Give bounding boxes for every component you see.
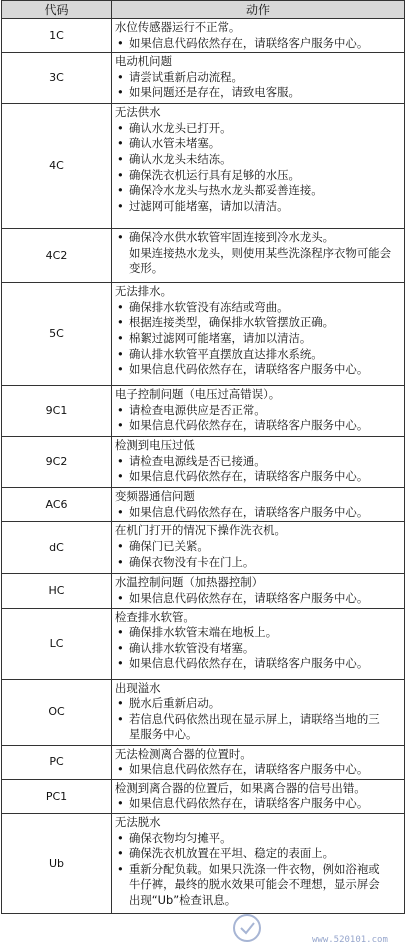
bullet-icon: • — [117, 656, 124, 671]
bullet-icon: • — [117, 469, 124, 484]
bullet-item — [115, 362, 402, 378]
table-row — [2, 779, 405, 813]
bullet-item — [115, 712, 402, 728]
bullet-item — [115, 862, 402, 878]
error-code-cell: Ub — [2, 813, 112, 913]
bullet-icon: • — [117, 315, 124, 330]
bullet-text: 如果信息代码依然存在，请联络客户服务中心。 — [129, 762, 369, 777]
error-code-table — [1, 0, 405, 914]
bullet-text: 若信息代码依然出现在显示屏上，请联络当地的三 — [129, 711, 380, 726]
action-cell — [112, 574, 405, 608]
action-cell — [112, 522, 405, 574]
bullet-icon: • — [117, 696, 124, 711]
error-code-cell: 4C — [2, 104, 112, 229]
bullet-icon: • — [117, 625, 124, 640]
bullet-text: 确保排水软管没有冻结或弯曲。 — [129, 299, 289, 314]
bullet-text: 脱水后重新启动。 — [129, 696, 221, 711]
bullet-text: 确认排水软管没有堵塞。 — [129, 640, 255, 655]
bullet-icon: • — [117, 299, 124, 314]
table-row — [2, 574, 405, 608]
bullet-text: 根据连接类型，确保排水软管摆放正确。 — [129, 315, 335, 330]
bullet-text: 确保冷水龙头与热水龙头都妥善连接。 — [129, 183, 323, 198]
bullet-text: 过滤网可能堵塞，请加以清洁。 — [129, 198, 289, 213]
action-cell — [112, 608, 405, 679]
bullet-item — [115, 70, 402, 86]
bullet-item — [115, 331, 402, 347]
table-row — [2, 522, 405, 574]
table-row — [2, 488, 405, 522]
bullet-item — [115, 152, 402, 168]
action-cell — [112, 813, 405, 913]
bullet-item — [115, 469, 402, 485]
bullet-text: 确保洗衣机运行具有足够的水压。 — [129, 167, 300, 182]
bullet-icon: • — [117, 830, 124, 845]
bullet-icon: • — [117, 402, 124, 417]
table-row — [2, 104, 405, 229]
error-code-cell: 9C1 — [2, 386, 112, 437]
description-text: 变频器通信问题 — [115, 489, 195, 504]
bullet-icon: • — [117, 85, 124, 100]
description-text: 无法检测离合器的位置时。 — [115, 746, 252, 761]
header-code: 代码 — [2, 1, 112, 19]
table-row — [2, 813, 405, 913]
bullet-icon: • — [117, 538, 124, 553]
bullet-text: 确保门已关紧。 — [129, 538, 209, 553]
bullet-icon: • — [117, 554, 124, 569]
continuation-text: 如果连接热水龙头，则使用某些洗涤程序衣物可能会 — [129, 245, 391, 260]
bullet-text: 如果信息代码依然存在，请联络客户服务中心。 — [129, 469, 369, 484]
action-cell — [112, 679, 405, 745]
table-row — [2, 679, 405, 745]
bullet-icon: • — [117, 330, 124, 345]
bullet-item — [115, 696, 402, 712]
bullet-item — [115, 85, 402, 101]
error-code-cell: 3C — [2, 53, 112, 104]
bullet-item — [115, 418, 402, 434]
action-cell — [112, 283, 405, 386]
bullet-text: 确认水龙头未结冻。 — [129, 151, 232, 166]
description-text: 无法排水。 — [115, 284, 172, 299]
error-code-cell: HC — [2, 574, 112, 608]
bullet-text: 确保洗衣机放置在平坦、稳定的表面上。 — [129, 846, 335, 861]
description-text: 在机门打开的情况下操作洗衣机。 — [115, 523, 286, 538]
description-text: 无法脱水 — [115, 814, 161, 829]
bullet-text: 确保衣物均匀摊平。 — [129, 830, 232, 845]
description-text: 无法供水 — [115, 105, 161, 120]
action-cell — [112, 229, 405, 283]
bullet-item — [115, 183, 402, 199]
bullet-item — [115, 199, 402, 215]
description-text: 检测到电压过低 — [115, 438, 195, 453]
bullet-text: 如果信息代码依然存在，请联络客户服务中心。 — [129, 362, 369, 377]
bullet-icon: • — [117, 846, 124, 861]
bullet-item — [115, 846, 402, 862]
action-cell — [112, 745, 405, 779]
bullet-text: 棉絮过滤网可能堵塞，请加以清洁。 — [129, 330, 312, 345]
bullet-text: 如果信息代码依然存在，请联络客户服务中心。 — [129, 590, 369, 605]
description-text: 电子控制问题（电压过高错误）。 — [115, 387, 281, 402]
bullet-item — [115, 136, 402, 152]
error-code-cell: PC — [2, 745, 112, 779]
table-row — [2, 283, 405, 386]
bullet-item — [115, 656, 402, 672]
action-cell — [112, 104, 405, 229]
bullet-icon: • — [117, 861, 124, 876]
watermark-logo-icon — [232, 913, 262, 943]
bullet-icon: • — [117, 796, 124, 811]
description-text: 电动机问题 — [115, 54, 172, 69]
bullet-icon: • — [117, 230, 124, 245]
bullet-item — [115, 831, 402, 847]
error-code-cell: AC6 — [2, 488, 112, 522]
bullet-icon: • — [117, 136, 124, 151]
error-code-cell: OC — [2, 679, 112, 745]
bullet-item — [115, 36, 402, 52]
bullet-text: 确保排水软管末端在地板上。 — [129, 625, 278, 640]
bullet-text: 请检查电源线是否已接通。 — [129, 453, 266, 468]
watermark — [232, 909, 402, 949]
bullet-text: 如果信息代码依然存在，请联络客户服务中心。 — [129, 418, 369, 433]
description-text: 出现溢水 — [115, 680, 161, 695]
table-row — [2, 229, 405, 283]
action-cell — [112, 19, 405, 53]
bullet-text: 重新分配负载。如果只洗涤一件衣物，例如浴袍或 — [129, 861, 380, 876]
error-code-cell: 5C — [2, 283, 112, 386]
bullet-text: 如果信息代码依然存在，请联络客户服务中心。 — [129, 504, 369, 519]
bullet-item — [115, 168, 402, 184]
error-code-cell: 9C2 — [2, 437, 112, 488]
continuation-text: 星服务中心。 — [129, 727, 198, 742]
bullet-item — [115, 315, 402, 331]
bullet-icon: • — [117, 69, 124, 84]
bullet-icon: • — [117, 640, 124, 655]
bullet-item — [115, 230, 402, 246]
bullet-text: 请尝试重新启动流程。 — [129, 69, 243, 84]
bullet-item — [115, 300, 402, 316]
bullet-text: 确认排水软管平直摆放直达排水系统。 — [129, 346, 323, 361]
bullet-item — [115, 796, 402, 812]
bullet-icon: • — [117, 151, 124, 166]
bullet-icon: • — [117, 346, 124, 361]
description-text: 水温控制问题（加热器控制） — [115, 575, 264, 590]
header-action: 动作 — [112, 1, 405, 19]
table-row — [2, 437, 405, 488]
bullet-text: 确认水管未堵塞。 — [129, 136, 221, 151]
action-cell — [112, 386, 405, 437]
bullet-text: 如果信息代码依然存在，请联络客户服务中心。 — [129, 796, 369, 811]
table-header-row — [2, 1, 405, 19]
bullet-text: 如果信息代码依然存在，请联络客户服务中心。 — [129, 656, 369, 671]
bullet-icon: • — [117, 590, 124, 605]
bullet-item — [115, 591, 402, 607]
description-text: 检测到离合器的位置后，如果离合器的信号出错。 — [115, 780, 366, 795]
bullet-item — [115, 539, 402, 555]
action-cell — [112, 488, 405, 522]
bullet-item — [115, 121, 402, 137]
bullet-icon: • — [117, 453, 124, 468]
table-row — [2, 608, 405, 679]
bullet-icon: • — [117, 120, 124, 135]
bullet-icon: • — [117, 418, 124, 433]
description-text: 水位传感器运行不正常。 — [115, 20, 241, 34]
bullet-item — [115, 454, 402, 470]
action-cell — [112, 779, 405, 813]
table-row — [2, 53, 405, 104]
table-row — [2, 19, 405, 53]
bullet-text: 请检查电源供应是否正常。 — [129, 402, 266, 417]
bullet-icon: • — [117, 711, 124, 726]
table-row — [2, 386, 405, 437]
bullet-item — [115, 625, 402, 641]
bullet-item — [115, 505, 402, 521]
bullet-text: 确保冷水供水软管牢固连接到冷水龙头。 — [129, 230, 335, 245]
bullet-icon: • — [117, 183, 124, 198]
bullet-icon: • — [117, 762, 124, 777]
bullet-item — [115, 347, 402, 363]
error-code-cell: 4C2 — [2, 229, 112, 283]
error-code-cell: dC — [2, 522, 112, 574]
continuation-text: 牛仔裤，最终的脱水效果可能会不理想，显示屏会 — [129, 877, 380, 892]
bullet-icon: • — [117, 504, 124, 519]
table-row — [2, 745, 405, 779]
error-code-cell: LC — [2, 608, 112, 679]
action-cell — [112, 437, 405, 488]
action-cell — [112, 53, 405, 104]
bullet-text: 如果问题还是存在，请致电客服。 — [129, 85, 300, 100]
bullet-item — [115, 641, 402, 657]
bullet-text: 确认水龙头已打开。 — [129, 120, 232, 135]
continuation-text: 变形。 — [129, 261, 164, 276]
error-code-cell: 1C — [2, 19, 112, 53]
bullet-text: 确保衣物没有卡在门上。 — [129, 554, 255, 569]
continuation-text: 出现“Ub”检查讯息。 — [129, 892, 237, 907]
error-code-cell: PC1 — [2, 779, 112, 813]
bullet-icon: • — [117, 35, 124, 50]
bullet-item — [115, 762, 402, 778]
description-text: 检查排水软管。 — [115, 609, 195, 624]
watermark-site: www.520101.com — [312, 935, 388, 945]
bullet-item — [115, 403, 402, 419]
bullet-icon: • — [117, 362, 124, 377]
bullet-icon: • — [117, 198, 124, 213]
bullet-icon: • — [117, 167, 124, 182]
bullet-item — [115, 555, 402, 571]
bullet-text: 如果信息代码依然存在，请联络客户服务中心。 — [129, 35, 369, 50]
